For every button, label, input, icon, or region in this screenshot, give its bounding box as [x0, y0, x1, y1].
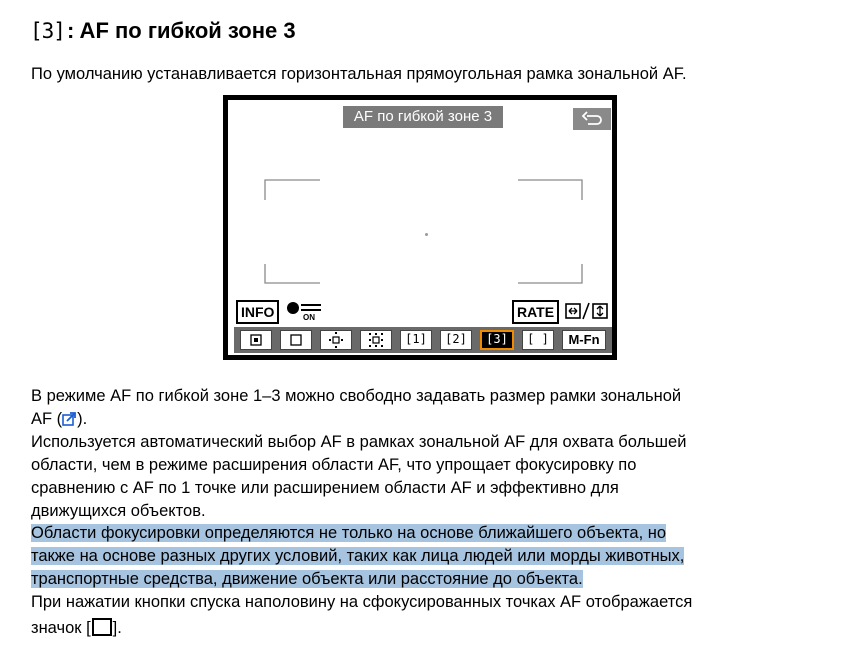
camera-screen-display — [228, 100, 612, 355]
intro-text: По умолчанию устанавливается горизонтальная прямоугольная рамка зональной AF. — [31, 65, 687, 83]
paragraph-4-text-a: значок [ — [31, 619, 91, 637]
paragraph-2-line: сравнению с AF по 1 точке или расширением области AF и эффективно для — [31, 479, 619, 497]
one-point-af-icon — [281, 331, 311, 349]
mode-flexible-zone-2[interactable]: [2] — [440, 330, 472, 350]
spot-af-icon — [241, 331, 271, 349]
paragraph-2-line: движущихся объектов. — [31, 502, 206, 520]
paragraph-2-line: области, чем в режиме расширения области AF, что упрощает фокусировку по — [31, 456, 637, 474]
highlighted-paragraph-line: Области фокусировки определяются не только на основе ближайшего объекта, но — [31, 524, 667, 542]
info-button[interactable]: INFO — [236, 300, 279, 324]
paragraph-4-text-b: ]. — [112, 619, 122, 637]
paragraph-4-line-1: При нажатии кнопки спуска наполовину на сфокусированных точках AF отображается — [31, 593, 693, 611]
page-reference-link-icon[interactable] — [62, 411, 77, 426]
mode-flexible-zone-3[interactable]: [3] — [480, 330, 514, 350]
center-point — [425, 233, 428, 236]
mode-m-fn[interactable]: M-Fn — [562, 330, 606, 350]
paragraph-1-text-b: ). — [77, 410, 88, 428]
mode-expand-af-surround[interactable] — [360, 330, 392, 350]
paragraph-1-line-1: В режиме AF по гибкой зоне 1–3 можно свободно задавать размер рамки зональной — [31, 387, 682, 405]
paragraph-1-line-2 — [31, 408, 87, 431]
paragraph-1-text-a: AF ( — [31, 410, 63, 428]
mode-flexible-zone-1[interactable]: [1] — [400, 330, 432, 350]
expand-af-surround-icon — [361, 331, 391, 349]
af-area-mode-bar — [234, 327, 612, 353]
expand-af-cross-icon — [321, 331, 351, 349]
mode-whole-area-af[interactable]: [ ] — [522, 330, 554, 350]
highlighted-paragraph-line: транспортные средства, движение объекта или расстояние до объекта. — [31, 570, 583, 588]
mode-expand-af-cross[interactable] — [320, 330, 352, 350]
mode-spot-af[interactable] — [240, 330, 272, 350]
highlighted-paragraph-line: также на основе разных других условий, таких как лица людей или морды животных, — [31, 547, 685, 565]
svg-text:ON: ON — [303, 313, 315, 322]
frame-resize-icon — [564, 300, 610, 322]
screen-title: AF по гибкой зоне 3 — [343, 106, 503, 128]
af-on-toggle-icon — [286, 300, 322, 322]
paragraph-4-line-2 — [31, 617, 122, 640]
mode-1-point-af[interactable] — [280, 330, 312, 350]
section-heading — [30, 16, 296, 46]
camera-screen — [223, 95, 617, 360]
heading-text: : AF по гибкой зоне 3 — [66, 18, 296, 43]
rate-button[interactable]: RATE — [512, 300, 559, 324]
paragraph-2-line: Используется автоматический выбор AF в рамках зональной AF для охвата большей — [31, 433, 687, 451]
flexible-zone-3-icon: [3] — [30, 19, 65, 43]
af-point-frame-icon — [91, 617, 113, 637]
